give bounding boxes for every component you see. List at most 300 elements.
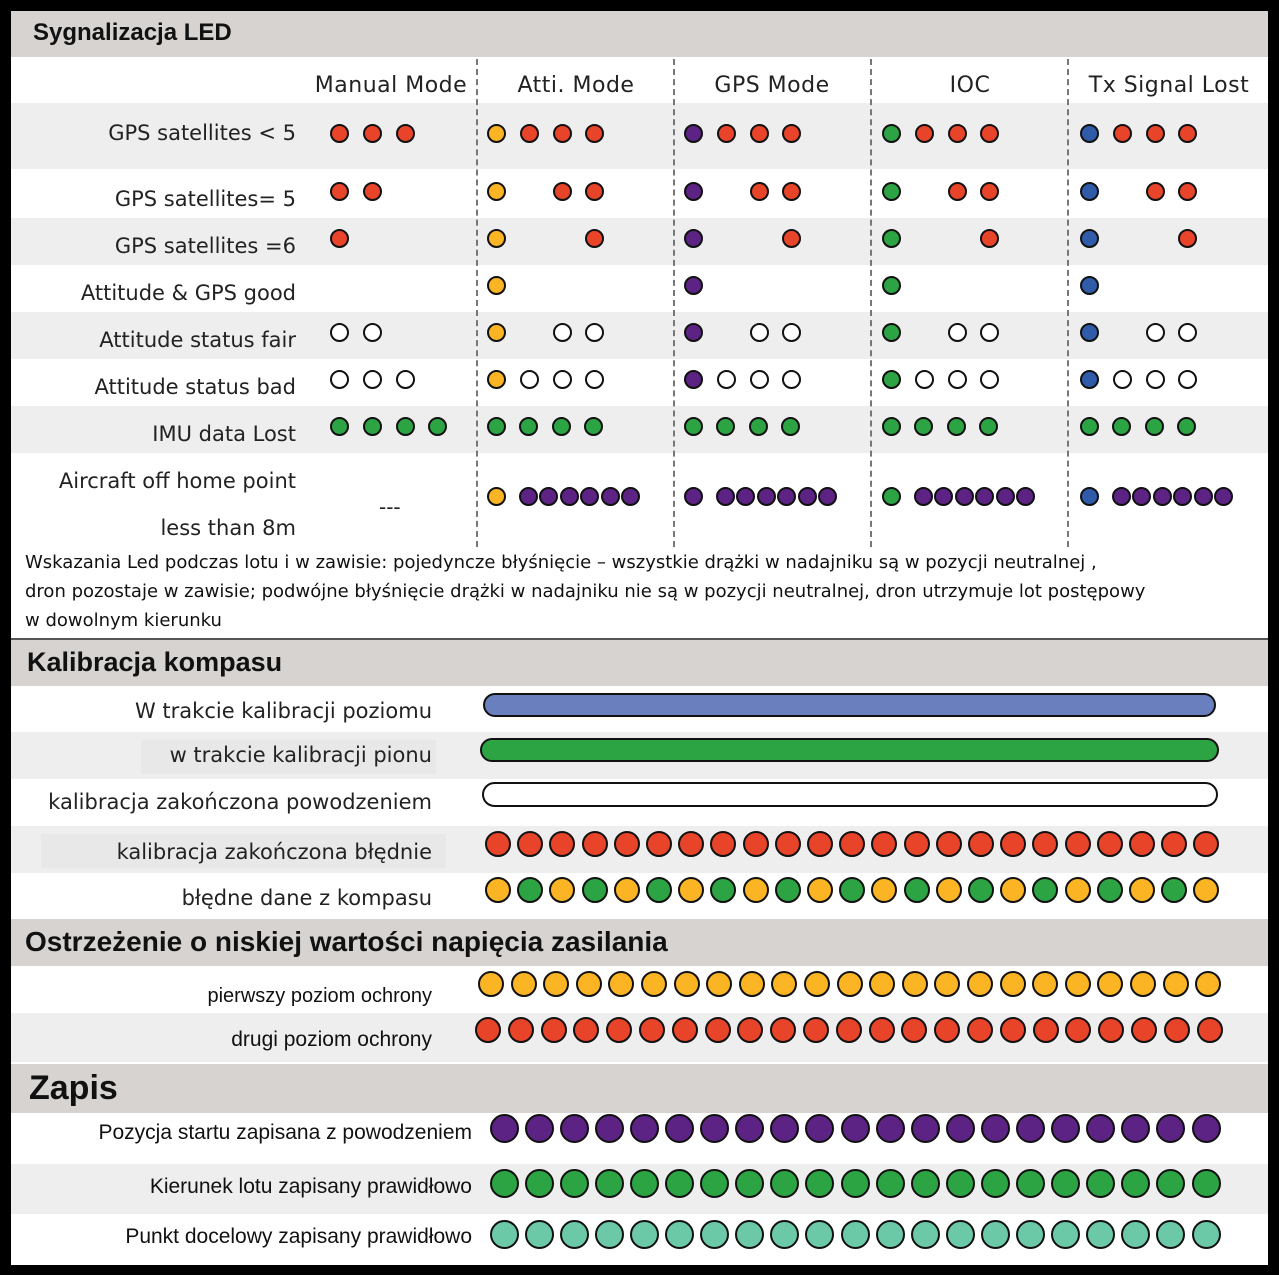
purple-led-dot bbox=[519, 487, 538, 506]
green-led-dot bbox=[911, 1169, 940, 1198]
teal-led-dot bbox=[1086, 1220, 1115, 1249]
orange-led-dot bbox=[674, 971, 700, 997]
red-led-dot bbox=[750, 124, 769, 143]
green-led-dot bbox=[1097, 877, 1123, 903]
red-led-dot bbox=[968, 831, 994, 857]
orange-led-dot bbox=[743, 877, 769, 903]
red-led-dot bbox=[363, 124, 382, 143]
white-led-dot bbox=[330, 323, 349, 342]
orange-led-dot bbox=[614, 877, 640, 903]
orange-led-dot bbox=[1195, 971, 1221, 997]
blue-led-dot bbox=[1080, 229, 1099, 248]
red-led-dot bbox=[980, 124, 999, 143]
green-led-dot bbox=[396, 417, 415, 436]
compass-horizontal-bar bbox=[483, 693, 1216, 717]
green-led-dot bbox=[775, 877, 801, 903]
row-label: Attitude & GPS good bbox=[80, 281, 296, 305]
purple-led-dot bbox=[1112, 487, 1131, 506]
green-led-dot bbox=[882, 323, 901, 342]
column-header-gps: GPS Mode bbox=[714, 73, 830, 98]
red-led-dot bbox=[396, 124, 415, 143]
orange-led-dot bbox=[485, 877, 511, 903]
orange-led-dot bbox=[1097, 971, 1123, 997]
green-led-dot bbox=[981, 1169, 1010, 1198]
purple-led-dot bbox=[539, 487, 558, 506]
white-led-dot bbox=[363, 323, 382, 342]
orange-led-dot bbox=[487, 487, 506, 506]
compass-success-bar bbox=[482, 782, 1218, 807]
teal-led-dot bbox=[770, 1220, 799, 1249]
red-led-dot bbox=[770, 1017, 796, 1043]
purple-led-dot bbox=[841, 1114, 870, 1143]
red-led-dot bbox=[606, 1017, 632, 1043]
orange-led-dot bbox=[869, 971, 895, 997]
red-led-dot bbox=[541, 1017, 567, 1043]
white-led-dot bbox=[553, 370, 572, 389]
white-led-dot bbox=[585, 370, 604, 389]
red-led-dot bbox=[330, 182, 349, 201]
green-led-dot bbox=[552, 417, 571, 436]
green-led-dot bbox=[914, 417, 933, 436]
red-led-dot bbox=[585, 182, 604, 201]
blue-led-dot bbox=[1080, 487, 1099, 506]
orange-led-dot bbox=[934, 971, 960, 997]
purple-led-dot bbox=[684, 229, 703, 248]
teal-led-dot bbox=[1121, 1220, 1150, 1249]
purple-led-dot bbox=[1153, 487, 1172, 506]
red-led-dot bbox=[980, 229, 999, 248]
green-led-dot bbox=[525, 1169, 554, 1198]
green-led-dot bbox=[665, 1169, 694, 1198]
section-title-voltage: Ostrzeżenie o niskiej wartości napięcia zasilania bbox=[25, 926, 668, 957]
orange-led-dot bbox=[771, 971, 797, 997]
red-led-dot bbox=[803, 1017, 829, 1043]
green-led-dot bbox=[979, 417, 998, 436]
orange-led-dot bbox=[1032, 971, 1058, 997]
green-led-dot bbox=[1080, 417, 1099, 436]
row-label: kalibracja zakończona powodzeniem bbox=[48, 790, 432, 814]
green-led-dot bbox=[904, 877, 930, 903]
green-led-dot bbox=[330, 417, 349, 436]
green-led-dot bbox=[595, 1169, 624, 1198]
teal-led-dot bbox=[981, 1220, 1010, 1249]
white-led-dot bbox=[520, 370, 539, 389]
purple-led-dot bbox=[684, 276, 703, 295]
purple-led-dot bbox=[684, 370, 703, 389]
white-led-dot bbox=[1178, 370, 1197, 389]
red-led-dot bbox=[1146, 124, 1165, 143]
red-led-dot bbox=[705, 1017, 731, 1043]
white-led-dot bbox=[1146, 370, 1165, 389]
green-led-dot bbox=[490, 1169, 519, 1198]
orange-led-dot bbox=[478, 971, 504, 997]
teal-led-dot bbox=[560, 1220, 589, 1249]
green-led-dot bbox=[1112, 417, 1131, 436]
white-led-dot bbox=[585, 323, 604, 342]
red-led-dot bbox=[839, 831, 865, 857]
red-led-dot bbox=[582, 831, 608, 857]
red-led-dot bbox=[520, 124, 539, 143]
orange-led-dot bbox=[1130, 971, 1156, 997]
section-title-led: Sygnalizacja LED bbox=[33, 19, 232, 46]
red-led-dot bbox=[1113, 124, 1132, 143]
column-separator bbox=[476, 59, 478, 547]
red-led-dot bbox=[517, 831, 543, 857]
green-led-dot bbox=[882, 487, 901, 506]
purple-led-dot bbox=[934, 487, 953, 506]
purple-led-dot bbox=[914, 487, 933, 506]
red-led-dot bbox=[585, 124, 604, 143]
orange-led-dot bbox=[487, 124, 506, 143]
red-led-dot bbox=[1131, 1017, 1157, 1043]
purple-led-dot bbox=[630, 1114, 659, 1143]
row-label: GPS satellites =6 bbox=[114, 234, 296, 258]
green-led-dot bbox=[839, 877, 865, 903]
purple-led-dot bbox=[580, 487, 599, 506]
red-led-dot bbox=[639, 1017, 665, 1043]
row-label: Attitude status fair bbox=[99, 328, 296, 352]
red-led-dot bbox=[948, 124, 967, 143]
red-led-dot bbox=[330, 229, 349, 248]
green-led-dot bbox=[517, 877, 543, 903]
green-led-dot bbox=[882, 182, 901, 201]
orange-led-dot bbox=[739, 971, 765, 997]
purple-led-dot bbox=[1016, 1114, 1045, 1143]
blue-led-dot bbox=[1080, 323, 1099, 342]
red-led-dot bbox=[1033, 1017, 1059, 1043]
purple-led-dot bbox=[1086, 1114, 1115, 1143]
red-led-dot bbox=[782, 124, 801, 143]
orange-led-dot bbox=[807, 877, 833, 903]
row-label: Kierunek lotu zapisany prawidłowo bbox=[149, 1175, 472, 1198]
white-led-dot bbox=[948, 370, 967, 389]
purple-led-dot bbox=[1132, 487, 1151, 506]
purple-led-dot bbox=[684, 323, 703, 342]
teal-led-dot bbox=[876, 1220, 905, 1249]
red-led-dot bbox=[1097, 831, 1123, 857]
green-led-dot bbox=[947, 417, 966, 436]
orange-led-dot bbox=[1000, 971, 1026, 997]
green-led-dot bbox=[1051, 1169, 1080, 1198]
red-led-dot bbox=[585, 229, 604, 248]
orange-led-dot bbox=[487, 229, 506, 248]
red-led-dot bbox=[1098, 1017, 1124, 1043]
green-led-dot bbox=[1161, 877, 1187, 903]
red-led-dot bbox=[1197, 1017, 1223, 1043]
red-led-dot bbox=[508, 1017, 534, 1043]
orange-led-dot bbox=[1065, 971, 1091, 997]
orange-led-dot bbox=[1129, 877, 1155, 903]
white-led-dot bbox=[782, 323, 801, 342]
row-label: Attitude status bad bbox=[94, 375, 296, 399]
green-led-dot bbox=[1016, 1169, 1045, 1198]
green-led-dot bbox=[1086, 1169, 1115, 1198]
red-led-dot bbox=[1164, 1017, 1190, 1043]
teal-led-dot bbox=[946, 1220, 975, 1249]
row-label: GPS satellites < 5 bbox=[108, 121, 296, 145]
teal-led-dot bbox=[841, 1220, 870, 1249]
green-led-dot bbox=[770, 1169, 799, 1198]
green-led-dot bbox=[630, 1169, 659, 1198]
teal-led-dot bbox=[1051, 1220, 1080, 1249]
green-led-dot bbox=[584, 417, 603, 436]
orange-led-dot bbox=[608, 971, 634, 997]
purple-led-dot bbox=[735, 1114, 764, 1143]
red-led-dot bbox=[1129, 831, 1155, 857]
orange-led-dot bbox=[678, 877, 704, 903]
white-led-dot bbox=[1146, 323, 1165, 342]
red-led-dot bbox=[1178, 229, 1197, 248]
purple-led-dot bbox=[770, 1114, 799, 1143]
white-led-dot bbox=[553, 323, 572, 342]
red-led-dot bbox=[869, 1017, 895, 1043]
purple-led-dot bbox=[798, 487, 817, 506]
green-led-dot bbox=[841, 1169, 870, 1198]
note-line: w dowolnym kierunku bbox=[25, 610, 222, 631]
red-led-dot bbox=[1000, 1017, 1026, 1043]
purple-led-dot bbox=[601, 487, 620, 506]
section-header-led bbox=[11, 11, 1268, 57]
white-led-dot bbox=[782, 370, 801, 389]
red-led-dot bbox=[330, 124, 349, 143]
orange-led-dot bbox=[706, 971, 732, 997]
teal-led-dot bbox=[490, 1220, 519, 1249]
green-led-dot bbox=[882, 276, 901, 295]
green-led-dot bbox=[1156, 1169, 1185, 1198]
teal-led-dot bbox=[630, 1220, 659, 1249]
orange-led-dot bbox=[871, 877, 897, 903]
white-led-dot bbox=[717, 370, 736, 389]
purple-led-dot bbox=[1121, 1114, 1150, 1143]
orange-led-dot bbox=[1163, 971, 1189, 997]
green-led-dot bbox=[1192, 1169, 1221, 1198]
section-header-compass bbox=[11, 638, 1268, 686]
purple-led-dot bbox=[975, 487, 994, 506]
green-led-dot bbox=[700, 1169, 729, 1198]
red-led-dot bbox=[1000, 831, 1026, 857]
green-led-dot bbox=[749, 417, 768, 436]
teal-led-dot bbox=[911, 1220, 940, 1249]
red-led-dot bbox=[980, 182, 999, 201]
orange-led-dot bbox=[487, 276, 506, 295]
orange-led-dot bbox=[511, 971, 537, 997]
red-led-dot bbox=[475, 1017, 501, 1043]
green-led-dot bbox=[805, 1169, 834, 1198]
section-title-record: Zapis bbox=[29, 1069, 118, 1107]
white-led-dot bbox=[750, 370, 769, 389]
green-led-dot bbox=[968, 877, 994, 903]
green-led-dot bbox=[882, 417, 901, 436]
orange-led-dot bbox=[487, 182, 506, 201]
row-label: błędne dane z kompasu bbox=[181, 886, 432, 910]
orange-led-dot bbox=[487, 370, 506, 389]
row-label: GPS satellites= 5 bbox=[114, 187, 296, 211]
red-led-dot bbox=[782, 182, 801, 201]
green-led-dot bbox=[428, 417, 447, 436]
purple-led-dot bbox=[1194, 487, 1213, 506]
red-led-dot bbox=[750, 182, 769, 201]
red-led-dot bbox=[915, 124, 934, 143]
purple-led-dot bbox=[1192, 1114, 1221, 1143]
purple-led-dot bbox=[684, 124, 703, 143]
green-led-dot bbox=[946, 1169, 975, 1198]
row-label: Aircraft off home point bbox=[58, 469, 296, 493]
white-led-dot bbox=[915, 370, 934, 389]
no-signal-dash: --- bbox=[379, 495, 401, 519]
green-led-dot bbox=[684, 417, 703, 436]
row-label: W trakcie kalibracji poziomu bbox=[134, 699, 432, 723]
column-header-ioc: IOC bbox=[949, 73, 991, 98]
teal-led-dot bbox=[1192, 1220, 1221, 1249]
teal-led-dot bbox=[1016, 1220, 1045, 1249]
section-header-record bbox=[11, 1064, 1268, 1113]
section-title-compass: Kalibracja kompasu bbox=[27, 647, 283, 677]
orange-led-dot bbox=[1065, 877, 1091, 903]
row-label: IMU data Lost bbox=[152, 422, 296, 446]
teal-led-dot bbox=[1156, 1220, 1185, 1249]
red-led-dot bbox=[485, 831, 511, 857]
purple-led-dot bbox=[876, 1114, 905, 1143]
purple-led-dot bbox=[716, 487, 735, 506]
row-label: w trakcie kalibracji pionu bbox=[169, 743, 432, 767]
purple-led-dot bbox=[1016, 487, 1035, 506]
green-led-dot bbox=[1121, 1169, 1150, 1198]
purple-led-dot bbox=[560, 1114, 589, 1143]
purple-led-dot bbox=[736, 487, 755, 506]
section-header-voltage bbox=[11, 919, 1268, 966]
red-led-dot bbox=[775, 831, 801, 857]
teal-led-dot bbox=[525, 1220, 554, 1249]
red-led-dot bbox=[948, 182, 967, 201]
purple-led-dot bbox=[818, 487, 837, 506]
red-led-dot bbox=[363, 182, 382, 201]
purple-led-dot bbox=[621, 487, 640, 506]
orange-led-dot bbox=[576, 971, 602, 997]
orange-led-dot bbox=[641, 971, 667, 997]
note-line: Wskazania Led podczas lotu i w zawisie: pojedyncze błyśnięcie – wszystkie drążki w nadajniku są w pozycji neutralnej , bbox=[25, 552, 1097, 573]
purple-led-dot bbox=[684, 182, 703, 201]
column-separator bbox=[673, 59, 675, 547]
purple-led-dot bbox=[911, 1114, 940, 1143]
purple-led-dot bbox=[996, 487, 1015, 506]
green-led-dot bbox=[710, 877, 736, 903]
purple-led-dot bbox=[1156, 1114, 1185, 1143]
red-led-dot bbox=[934, 1017, 960, 1043]
purple-led-dot bbox=[946, 1114, 975, 1143]
red-led-dot bbox=[646, 831, 672, 857]
row-label: Pozycja startu zapisana z powodzeniem bbox=[98, 1121, 472, 1144]
red-led-dot bbox=[836, 1017, 862, 1043]
red-led-dot bbox=[807, 831, 833, 857]
green-led-dot bbox=[882, 370, 901, 389]
purple-led-dot bbox=[560, 487, 579, 506]
green-led-dot bbox=[487, 417, 506, 436]
orange-led-dot bbox=[1193, 877, 1219, 903]
green-led-dot bbox=[519, 417, 538, 436]
green-led-dot bbox=[582, 877, 608, 903]
row-label: kalibracja zakończona błędnie bbox=[116, 840, 432, 864]
green-led-dot bbox=[560, 1169, 589, 1198]
red-led-dot bbox=[904, 831, 930, 857]
teal-led-dot bbox=[595, 1220, 624, 1249]
orange-led-dot bbox=[902, 971, 928, 997]
white-led-dot bbox=[1178, 323, 1197, 342]
blue-led-dot bbox=[1080, 370, 1099, 389]
red-led-dot bbox=[1146, 182, 1165, 201]
green-led-dot bbox=[735, 1169, 764, 1198]
orange-led-dot bbox=[487, 323, 506, 342]
red-led-dot bbox=[672, 1017, 698, 1043]
red-led-dot bbox=[1178, 182, 1197, 201]
column-header-tx-lost: Tx Signal Lost bbox=[1088, 73, 1250, 98]
teal-led-dot bbox=[665, 1220, 694, 1249]
green-led-dot bbox=[363, 417, 382, 436]
purple-led-dot bbox=[805, 1114, 834, 1143]
green-led-dot bbox=[781, 417, 800, 436]
red-led-dot bbox=[1161, 831, 1187, 857]
purple-led-dot bbox=[777, 487, 796, 506]
orange-led-dot bbox=[837, 971, 863, 997]
green-led-dot bbox=[1177, 417, 1196, 436]
green-led-dot bbox=[882, 124, 901, 143]
red-led-dot bbox=[553, 182, 572, 201]
compass-vertical-bar bbox=[480, 738, 1219, 762]
white-led-dot bbox=[980, 323, 999, 342]
column-header-manual: Manual Mode bbox=[314, 73, 468, 98]
white-led-dot bbox=[1113, 370, 1132, 389]
red-led-dot bbox=[782, 229, 801, 248]
orange-led-dot bbox=[936, 877, 962, 903]
row-label: pierwszy poziom ochrony bbox=[207, 985, 432, 1007]
teal-led-dot bbox=[700, 1220, 729, 1249]
purple-led-dot bbox=[1051, 1114, 1080, 1143]
purple-led-dot bbox=[1173, 487, 1192, 506]
purple-led-dot bbox=[955, 487, 974, 506]
teal-led-dot bbox=[805, 1220, 834, 1249]
green-led-dot bbox=[1145, 417, 1164, 436]
teal-led-dot bbox=[735, 1220, 764, 1249]
row-label: less than 8m bbox=[160, 516, 296, 540]
purple-led-dot bbox=[757, 487, 776, 506]
red-led-dot bbox=[1065, 831, 1091, 857]
orange-led-dot bbox=[1000, 877, 1026, 903]
red-led-dot bbox=[678, 831, 704, 857]
orange-led-dot bbox=[543, 971, 569, 997]
white-led-dot bbox=[363, 370, 382, 389]
red-led-dot bbox=[1178, 124, 1197, 143]
purple-led-dot bbox=[700, 1114, 729, 1143]
blue-led-dot bbox=[1080, 182, 1099, 201]
purple-led-dot bbox=[684, 487, 703, 506]
white-led-dot bbox=[980, 370, 999, 389]
red-led-dot bbox=[743, 831, 769, 857]
purple-led-dot bbox=[665, 1114, 694, 1143]
note-line: dron pozostaje w zawisie; podwójne błyśnięcie drążki w nadajniku nie są w pozycji neutralnej, dron utrzymuje lot postępowy bbox=[25, 581, 1146, 602]
purple-led-dot bbox=[1214, 487, 1233, 506]
green-led-dot bbox=[716, 417, 735, 436]
orange-led-dot bbox=[967, 971, 993, 997]
green-led-dot bbox=[882, 229, 901, 248]
white-led-dot bbox=[750, 323, 769, 342]
green-led-dot bbox=[876, 1169, 905, 1198]
red-led-dot bbox=[717, 124, 736, 143]
white-led-dot bbox=[948, 323, 967, 342]
column-separator bbox=[1067, 59, 1069, 547]
green-led-dot bbox=[646, 877, 672, 903]
orange-led-dot bbox=[804, 971, 830, 997]
white-led-dot bbox=[396, 370, 415, 389]
purple-led-dot bbox=[525, 1114, 554, 1143]
